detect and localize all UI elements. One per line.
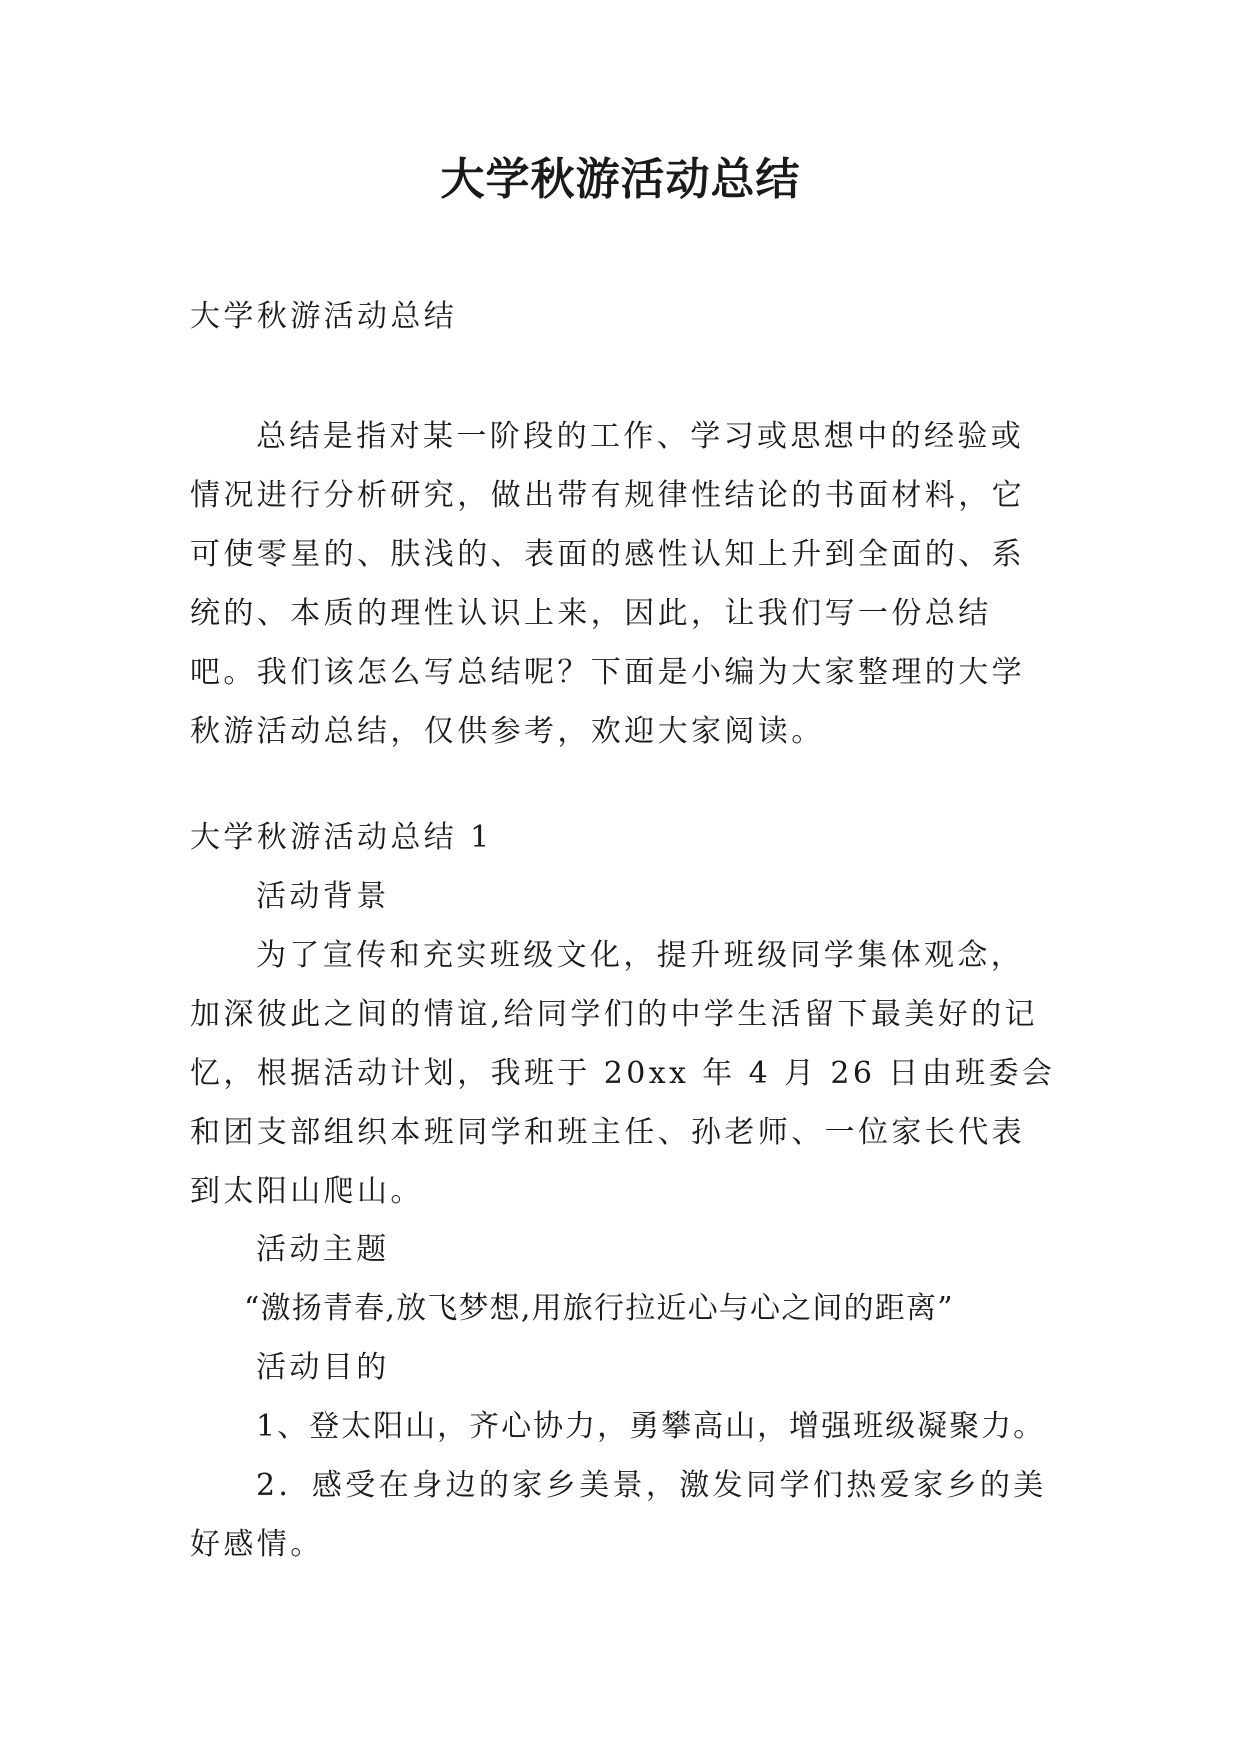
background-paragraph: 为了宣传和充实班级文化，提升班级同学集体观念，加深彼此之间的情谊,给同学们的中学生活留下最美好的记忆，根据活动计划，我班于 20xx 年 4 月 26 日由班委会和团支部组织本班同学和班主任、孙老师、一位家长代表到太阳山爬山。 (190, 938, 1056, 1209)
document-subtitle: 大学秋游活动总结 (190, 299, 458, 334)
goal-label: 活动目的 (256, 1350, 390, 1385)
background-label: 活动背景 (256, 879, 390, 914)
theme-text: “激扬青春,放飞梦想,用旅行拉近心与心之间的距离” (244, 1291, 954, 1326)
section-heading: 大学秋游活动总结 1 (190, 820, 493, 855)
goal-item-2: 2．感受在身边的家乡美景，激发同学们热爱家乡的美好感情。 (190, 1468, 1047, 1562)
document-title: 大学秋游活动总结 (440, 154, 801, 205)
goal-item-1: 1、登太阳山，齐心协力，勇攀高山，增强班级凝聚力。 (256, 1409, 1046, 1444)
theme-label: 活动主题 (256, 1232, 390, 1267)
intro-paragraph: 总结是指对某一阶段的工作、学习或思想中的经验或情况进行分析研究，做出带有规律性结论的书面材料，它可使零星的、肤浅的、表面的感性认知上升到全面的、系统的、本质的理性认识上来，因此，让我们写一份总结吧。我们该怎么写总结呢？下面是小编为大家整理的大学秋游活动总结，仅供参考，欢迎大家阅读。 (190, 419, 1025, 749)
